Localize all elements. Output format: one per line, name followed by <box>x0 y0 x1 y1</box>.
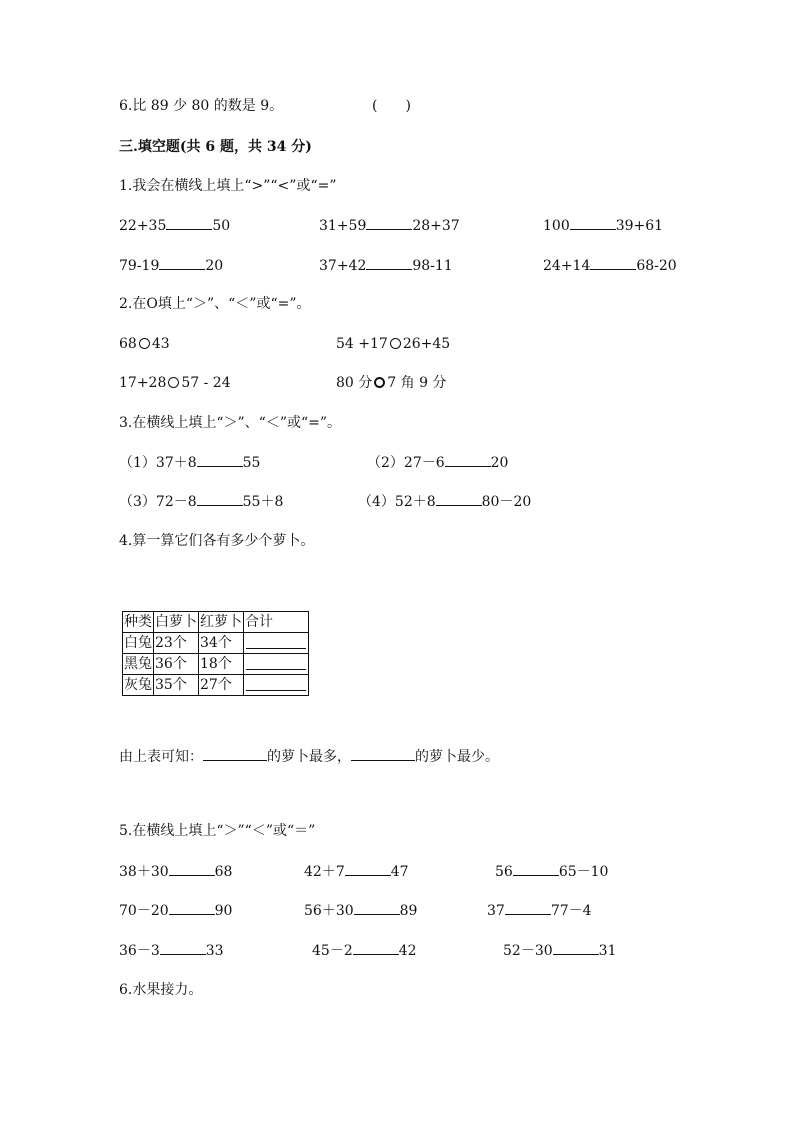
comparison-item: 56 65－10 <box>495 861 608 882</box>
table-cell: 灰兔 <box>123 675 154 696</box>
carrot-table <box>122 611 309 696</box>
comparison-item: 37 77－4 <box>487 900 592 921</box>
table-cell: 34个 <box>199 633 244 654</box>
answer-blank[interactable] <box>570 215 616 230</box>
comparison-item: 79-19 20 <box>119 255 223 276</box>
total-blank-cell[interactable] <box>244 654 309 675</box>
comparison-item: 52－30 31 <box>503 940 616 961</box>
comparison-item: （3）72－8 55＋8 <box>119 491 283 512</box>
problem-6-title: 6.水果接力。 <box>119 982 203 998</box>
answer-circle-icon[interactable] <box>168 377 179 388</box>
table-header: 合计 <box>244 612 309 633</box>
comparison-item: 38＋30 68 <box>119 861 232 882</box>
comparison-item: 45－2 42 <box>312 940 417 961</box>
table-row <box>123 633 309 654</box>
problem-1-title: 1.我会在横线上填上“>”“<”或“=” <box>119 178 337 194</box>
answer-circle-icon[interactable] <box>390 338 401 349</box>
circle-comparison-item: 54 +17 26+45 <box>336 336 451 352</box>
answer-blank[interactable] <box>590 255 636 270</box>
table-conclusion: 由上表可知： 的萝卜最多， 的萝卜最少。 <box>119 746 499 767</box>
answer-blank[interactable] <box>354 900 400 915</box>
table-cell: 18个 <box>199 654 244 675</box>
table-row <box>123 654 309 675</box>
answer-blank[interactable] <box>166 215 212 230</box>
judgement-question-6 <box>119 96 283 116</box>
problem-4-title: 4.算一算它们各有多少个萝卜。 <box>119 533 315 549</box>
table-cell: 白兔 <box>123 633 154 654</box>
table-header: 红萝卜 <box>199 612 244 633</box>
table-header-row <box>123 612 309 633</box>
answer-blank[interactable] <box>445 452 491 467</box>
comparison-item: （4）52＋8 80－20 <box>358 491 531 512</box>
total-blank-cell[interactable] <box>244 633 309 654</box>
answer-blank[interactable] <box>505 900 551 915</box>
answer-blank[interactable] <box>513 861 559 876</box>
table-cell: 23个 <box>154 633 199 654</box>
answer-blank[interactable] <box>345 861 391 876</box>
answer-blank[interactable] <box>169 900 215 915</box>
problem-5-title: 5.在横线上填上“＞”“＜”或“＝” <box>119 823 316 839</box>
problem-3-title: 3.在横线上填上“＞”、“＜”或“=”。 <box>119 415 342 431</box>
answer-blank[interactable] <box>436 491 482 506</box>
circle-comparison-item: 80 分 7 角 9 分 <box>336 375 447 391</box>
answer-blank[interactable] <box>351 746 415 761</box>
answer-blank[interactable] <box>366 215 412 230</box>
answer-blank[interactable] <box>203 746 267 761</box>
answer-blank[interactable] <box>553 940 599 955</box>
table-cell: 黑兔 <box>123 654 154 675</box>
answer-parentheses[interactable]: ( ) <box>372 98 411 114</box>
answer-circle-icon[interactable] <box>374 377 385 388</box>
answer-blank[interactable] <box>197 452 243 467</box>
comparison-item: 42＋7 47 <box>304 861 409 882</box>
answer-blank[interactable] <box>159 255 205 270</box>
answer-blank[interactable] <box>366 255 412 270</box>
answer-circle-icon[interactable] <box>139 338 150 349</box>
total-blank-cell[interactable] <box>244 675 309 696</box>
answer-blank[interactable] <box>353 940 399 955</box>
judgement-text: 6.比 89 少 80 的数是 9。 <box>119 98 284 114</box>
comparison-item: 36－3 33 <box>119 940 224 961</box>
circle-comparison-item: 68 43 <box>119 336 170 352</box>
comparison-item: 70－20 90 <box>119 900 232 921</box>
comparison-item: 24+14 68-20 <box>543 255 677 276</box>
table-cell: 35个 <box>154 675 199 696</box>
answer-blank[interactable] <box>169 861 215 876</box>
table-cell: 27个 <box>199 675 244 696</box>
table-row <box>123 675 309 696</box>
comparison-item: 56＋30 89 <box>304 900 417 921</box>
table-cell: 36个 <box>154 654 199 675</box>
comparison-item: 100 39+61 <box>543 215 663 236</box>
section-heading: 三.填空题(共 6 题，共 34 分) <box>119 139 312 155</box>
comparison-item: 31+59 28+37 <box>319 215 460 236</box>
comparison-item: 37+42 98-11 <box>319 255 453 276</box>
comparison-item: （1）37＋8 55 <box>119 452 260 473</box>
answer-blank[interactable] <box>197 491 243 506</box>
table-header: 种类 <box>123 612 154 633</box>
comparison-item: 22+35 50 <box>119 215 230 236</box>
comparison-item: （2）27－6 20 <box>367 452 508 473</box>
circle-comparison-item: 17+28 57 - 24 <box>119 375 231 391</box>
table-header: 白萝卜 <box>154 612 199 633</box>
problem-2-title: 2.在O填上“＞”、“＜”或“=”。 <box>119 296 311 312</box>
answer-blank[interactable] <box>160 940 206 955</box>
